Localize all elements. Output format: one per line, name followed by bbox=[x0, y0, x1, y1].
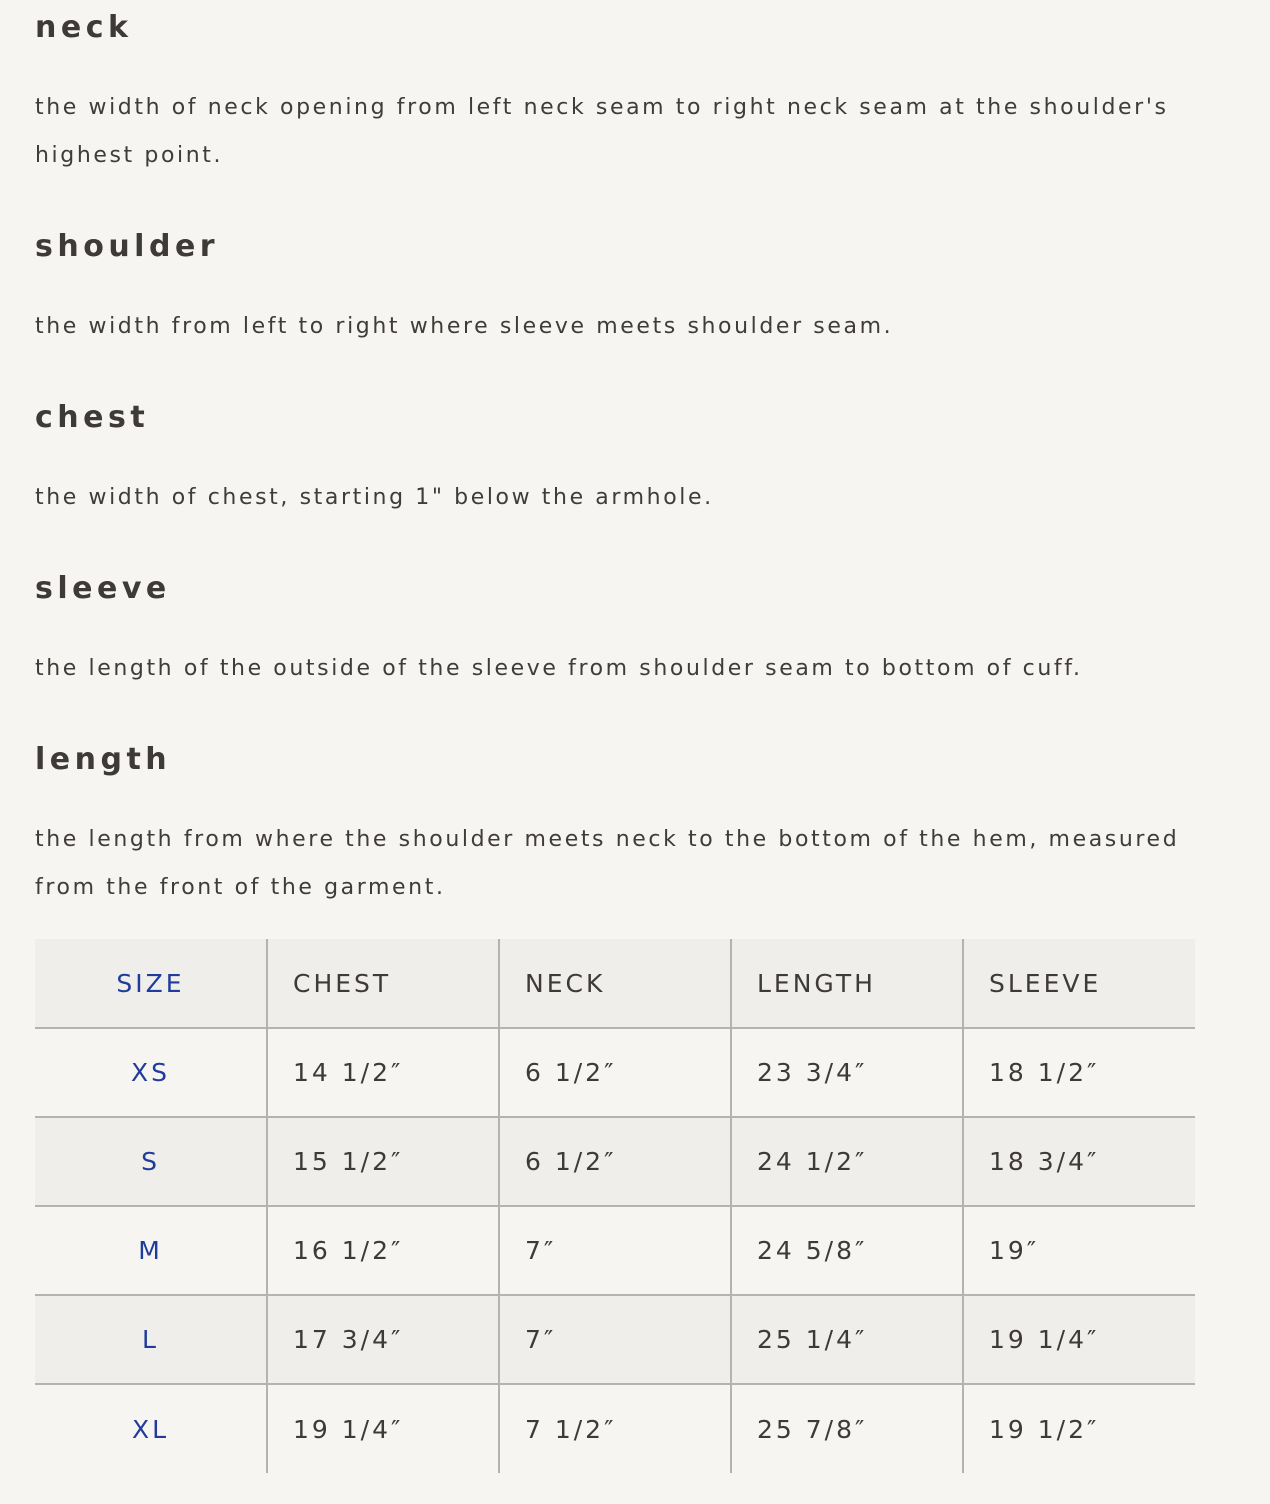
length-cell: 23 3/4″ bbox=[731, 1028, 963, 1117]
term-neck-description: the width of neck opening from left neck seam to right neck seam at the shoulder's highest point. bbox=[35, 95, 1169, 168]
term-neck-heading: neck bbox=[35, 10, 133, 45]
table-row bbox=[35, 1206, 1195, 1295]
size-chart-table bbox=[35, 939, 1195, 1473]
chest-cell: 15 1/2″ bbox=[267, 1117, 499, 1206]
neck-cell: 7 1/2″ bbox=[499, 1384, 731, 1473]
table-row bbox=[35, 1295, 1195, 1384]
term-chest-heading: chest bbox=[35, 400, 150, 435]
term-length-description: the length from where the shoulder meets neck to the bottom of the hem, measured from the front of the garment. bbox=[35, 827, 1180, 900]
chest-cell: 16 1/2″ bbox=[267, 1206, 499, 1295]
term-sleeve-description: the length of the outside of the sleeve from shoulder seam to bottom of cuff. bbox=[35, 656, 1083, 681]
chest-cell: 19 1/4″ bbox=[267, 1384, 499, 1473]
chest-cell: 14 1/2″ bbox=[267, 1028, 499, 1117]
term-sleeve-heading: sleeve bbox=[35, 571, 171, 606]
length-cell: 25 7/8″ bbox=[731, 1384, 963, 1473]
table-row bbox=[35, 1117, 1195, 1206]
size-cell: L bbox=[35, 1295, 267, 1384]
term-shoulder-heading: shoulder bbox=[35, 229, 220, 264]
length-cell: 24 5/8″ bbox=[731, 1206, 963, 1295]
neck-cell: 7″ bbox=[499, 1295, 731, 1384]
sleeve-cell: 19″ bbox=[963, 1206, 1195, 1295]
term-chest-description: the width of chest, starting 1" below the armhole. bbox=[35, 485, 714, 510]
table-row bbox=[35, 1028, 1195, 1117]
sleeve-cell: 19 1/4″ bbox=[963, 1295, 1195, 1384]
sleeve-cell: 18 1/2″ bbox=[963, 1028, 1195, 1117]
chest-cell: 17 3/4″ bbox=[267, 1295, 499, 1384]
size-cell: S bbox=[35, 1117, 267, 1206]
header-length: LENGTH bbox=[731, 939, 963, 1028]
size-cell: XS bbox=[35, 1028, 267, 1117]
header-neck: NECK bbox=[499, 939, 731, 1028]
header-size: SIZE bbox=[35, 939, 267, 1028]
table-row bbox=[35, 1384, 1195, 1473]
header-chest: CHEST bbox=[267, 939, 499, 1028]
length-cell: 25 1/4″ bbox=[731, 1295, 963, 1384]
neck-cell: 7″ bbox=[499, 1206, 731, 1295]
sleeve-cell: 18 3/4″ bbox=[963, 1117, 1195, 1206]
size-cell: M bbox=[35, 1206, 267, 1295]
neck-cell: 6 1/2″ bbox=[499, 1117, 731, 1206]
neck-cell: 6 1/2″ bbox=[499, 1028, 731, 1117]
term-shoulder-description: the width from left to right where sleeve meets shoulder seam. bbox=[35, 314, 894, 339]
sleeve-cell: 19 1/2″ bbox=[963, 1384, 1195, 1473]
table-header-row bbox=[35, 939, 1195, 1028]
term-length-heading: length bbox=[35, 742, 172, 777]
header-sleeve: SLEEVE bbox=[963, 939, 1195, 1028]
size-cell: XL bbox=[131, 1414, 170, 1444]
length-cell: 24 1/2″ bbox=[731, 1117, 963, 1206]
